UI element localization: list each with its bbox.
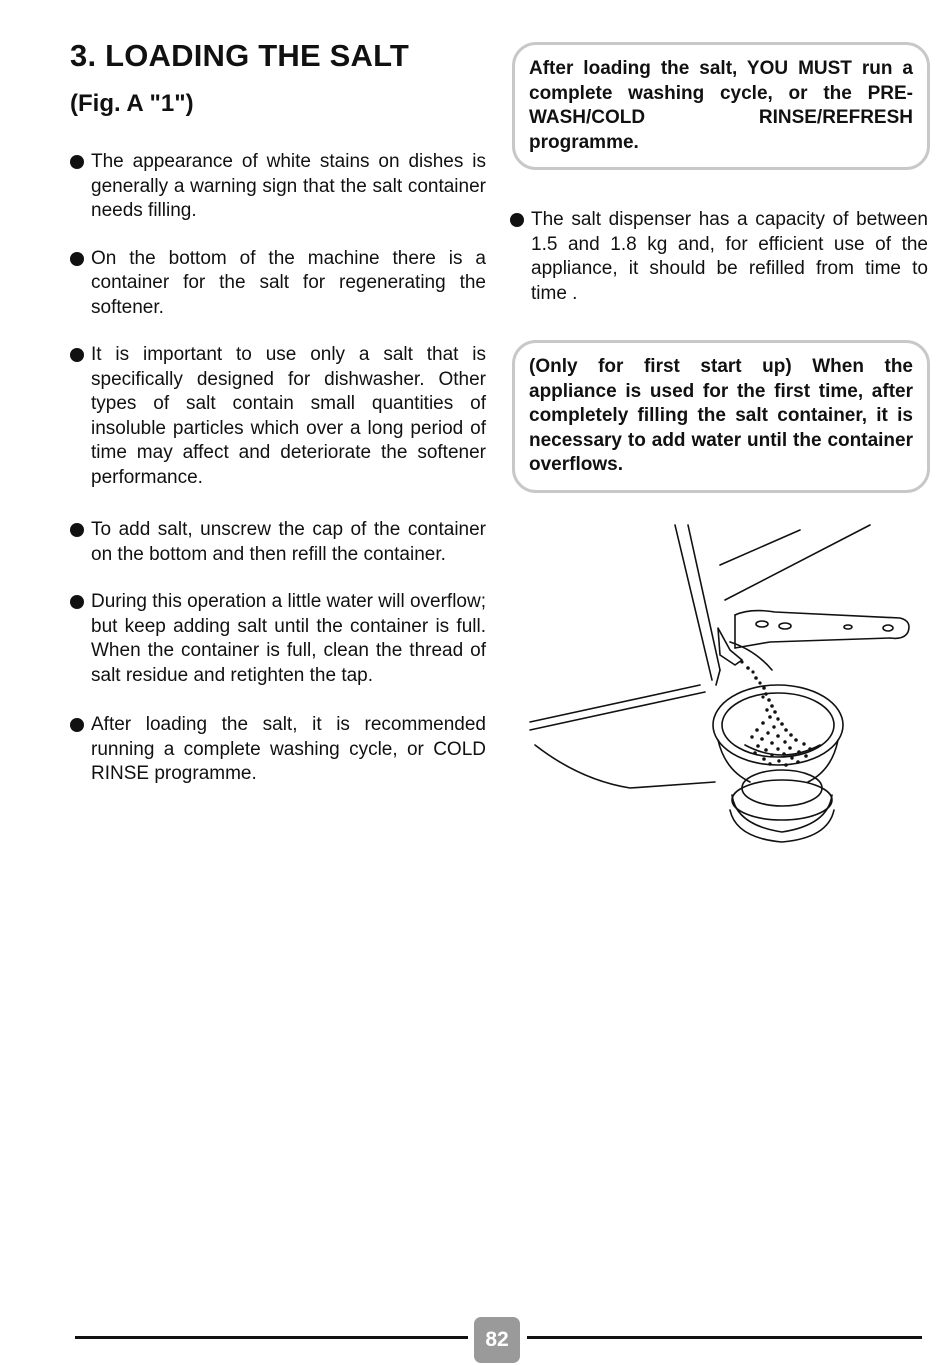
bullet-text: The appearance of white stains on dishes is generally a warning sign that the salt container needs filling. xyxy=(91,151,486,221)
list-item xyxy=(70,518,486,567)
bullet-icon xyxy=(70,718,84,732)
salt-container-filling-illustration xyxy=(520,520,920,850)
list-item xyxy=(70,590,486,688)
page-number: 82 xyxy=(474,1317,520,1363)
bullet-icon xyxy=(70,155,84,169)
footer-divider xyxy=(75,1336,468,1339)
figure-reference: (Fig. A "1") xyxy=(70,90,194,117)
page-title: 3. LOADING THE SALT xyxy=(70,38,410,73)
bullet-text: During this operation a little water will overflow; but keep adding salt until the container is full. When the container is full, clean the thread of salt residue and retighten the tap. xyxy=(91,591,486,686)
footer-divider xyxy=(527,1336,922,1339)
bullet-text: The salt dispenser has a capacity of between 1.5 and 1.8 kg and, for efficient use of the appliance, it should be refilled from time to time . xyxy=(531,209,928,304)
bullet-text: To add salt, unscrew the cap of the container on the bottom and then refill the container. xyxy=(91,519,486,565)
bullet-text: It is important to use only a salt that is specifically designed for dishwasher. Other types of salt contain small quantities of insoluble particles which over a long period of time may affect and deteriorate the softener performance. xyxy=(91,344,486,488)
first-start-box xyxy=(512,340,930,493)
bullet-icon xyxy=(70,252,84,266)
first-start-text: (Only for first start up) When the appliance is used for the first time, after completely filling the salt container, it is necessary to add water until the container overflows. xyxy=(529,356,913,475)
list-item xyxy=(70,150,486,224)
bullet-text: After loading the salt, it is recommended running a complete washing cycle, or COLD RINSE programme. xyxy=(91,714,486,784)
left-column xyxy=(70,150,486,810)
list-item xyxy=(70,713,486,787)
list-item xyxy=(70,343,486,490)
warning-text: After loading the salt, YOU MUST run a complete washing cycle, or the PRE-WASH/COLD RINSE/REFRESH programme. xyxy=(529,58,913,153)
bullet-icon xyxy=(510,213,524,227)
bullet-icon xyxy=(70,595,84,609)
list-item xyxy=(70,247,486,321)
bullet-icon xyxy=(70,348,84,362)
warning-box xyxy=(512,42,930,170)
right-column xyxy=(510,208,928,329)
bullet-icon xyxy=(70,523,84,537)
list-item xyxy=(510,208,928,306)
bullet-text: On the bottom of the machine there is a container for the salt for regenerating the softener. xyxy=(91,247,486,318)
